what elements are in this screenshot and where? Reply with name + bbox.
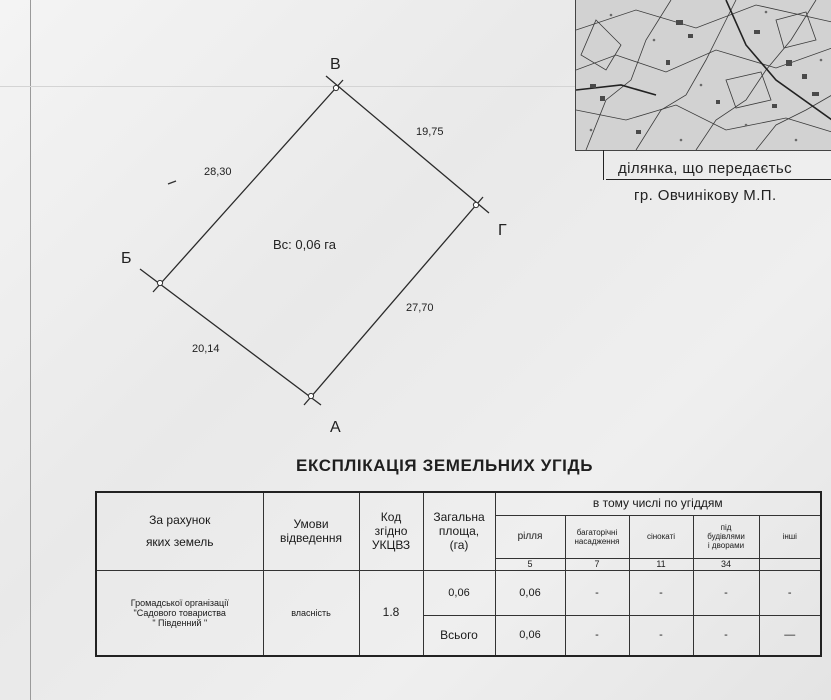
header-terms-line1: Умови <box>293 516 329 531</box>
header-total-line2: площа, <box>438 523 480 538</box>
header-total-area <box>423 492 495 571</box>
totals-built: - <box>693 616 759 657</box>
row-hayfields: - <box>629 571 693 616</box>
code-hayfields: 11 <box>629 558 693 571</box>
header-built <box>693 515 759 558</box>
row-built: - <box>693 571 759 616</box>
header-arable: рілля <box>495 515 565 558</box>
totals-label: Всього <box>423 616 495 657</box>
header-owner <box>96 492 263 571</box>
header-total-line3: (га) <box>449 537 469 552</box>
row-perennial: - <box>565 571 629 616</box>
header-hayfields: сінокаті <box>629 515 693 558</box>
explication-table <box>95 491 822 657</box>
totals-hayfields: - <box>629 616 693 657</box>
vertex-label-b: Б <box>121 250 132 267</box>
header-code-line3: УКЦВЗ <box>371 537 411 552</box>
row-owner-line2: "Садового товариства <box>133 607 226 618</box>
code-arable: 5 <box>495 558 565 571</box>
header-built-line3: і дворами <box>707 541 745 551</box>
side-length-b-v: 28,30 <box>204 166 232 178</box>
plot-side-b-v <box>153 80 343 292</box>
side-length-g-a: 27,70 <box>406 302 434 314</box>
totals-arable: 0,06 <box>495 616 565 657</box>
header-including: в тому числі по угіддям <box>495 492 821 515</box>
plot-point-a <box>308 393 313 398</box>
header-code-line2: згідно <box>374 523 408 538</box>
row-other: - <box>759 571 821 616</box>
row-arable: 0,06 <box>495 571 565 616</box>
header-perennial <box>565 515 629 558</box>
totals-perennial: - <box>565 616 629 657</box>
header-terms <box>263 492 359 571</box>
code-built: 34 <box>693 558 759 571</box>
header-built-line2: будівлями <box>707 532 745 542</box>
stray-mark <box>168 181 176 184</box>
explication-title: ЕКСПЛІКАЦІЯ ЗЕМЕЛЬНИХ УГІДЬ <box>296 456 594 475</box>
code-other <box>759 558 821 571</box>
row-owner-line3: " Південний " <box>152 618 208 629</box>
header-terms-line2: відведення <box>279 530 343 545</box>
row-owner-line1: Громадської організації <box>130 597 229 608</box>
side-length-v-g: 19,75 <box>416 126 444 138</box>
map-leader-line <box>606 179 831 180</box>
plot-point-b <box>157 280 162 285</box>
header-total-line1: Загальна <box>433 509 485 524</box>
side-length-a-b: 20,14 <box>192 343 220 355</box>
totals-other: — <box>759 616 821 657</box>
row-total: 0,06 <box>423 571 495 616</box>
header-owner-line1: За рахунок <box>149 512 211 527</box>
vertex-label-g: Г <box>498 222 507 239</box>
map-caption-line2: гр. Овчинікову М.П. <box>634 187 777 204</box>
row-code: 1.8 <box>359 571 423 656</box>
code-perennial: 7 <box>565 558 629 571</box>
map-drawing <box>576 0 831 150</box>
header-perennial-line1: багаторічні <box>576 527 618 537</box>
header-built-line1: під <box>720 522 732 532</box>
vertex-label-a: А <box>330 419 341 436</box>
header-other: інші <box>759 515 821 558</box>
cadastral-map-fragment <box>575 0 831 151</box>
row-terms: власність <box>263 571 359 656</box>
map-caption-line1: ділянка, що передаєтьс <box>618 160 793 177</box>
plot-side-a-b <box>140 269 321 405</box>
map-leader-tick <box>603 150 605 180</box>
header-owner-line2: яких земель <box>145 534 214 549</box>
plot-side-g-a <box>304 197 483 405</box>
header-perennial-line2: насадження <box>574 536 620 546</box>
plot-side-v-g <box>326 76 489 213</box>
vertex-label-v: В <box>330 56 341 73</box>
plot-area-label: Вс: 0,06 га <box>273 237 336 252</box>
row-owner <box>96 571 263 656</box>
header-code-line1: Код <box>380 509 402 524</box>
header-code <box>359 492 423 571</box>
plot-point-g <box>473 202 478 207</box>
plot-point-v <box>333 85 338 90</box>
